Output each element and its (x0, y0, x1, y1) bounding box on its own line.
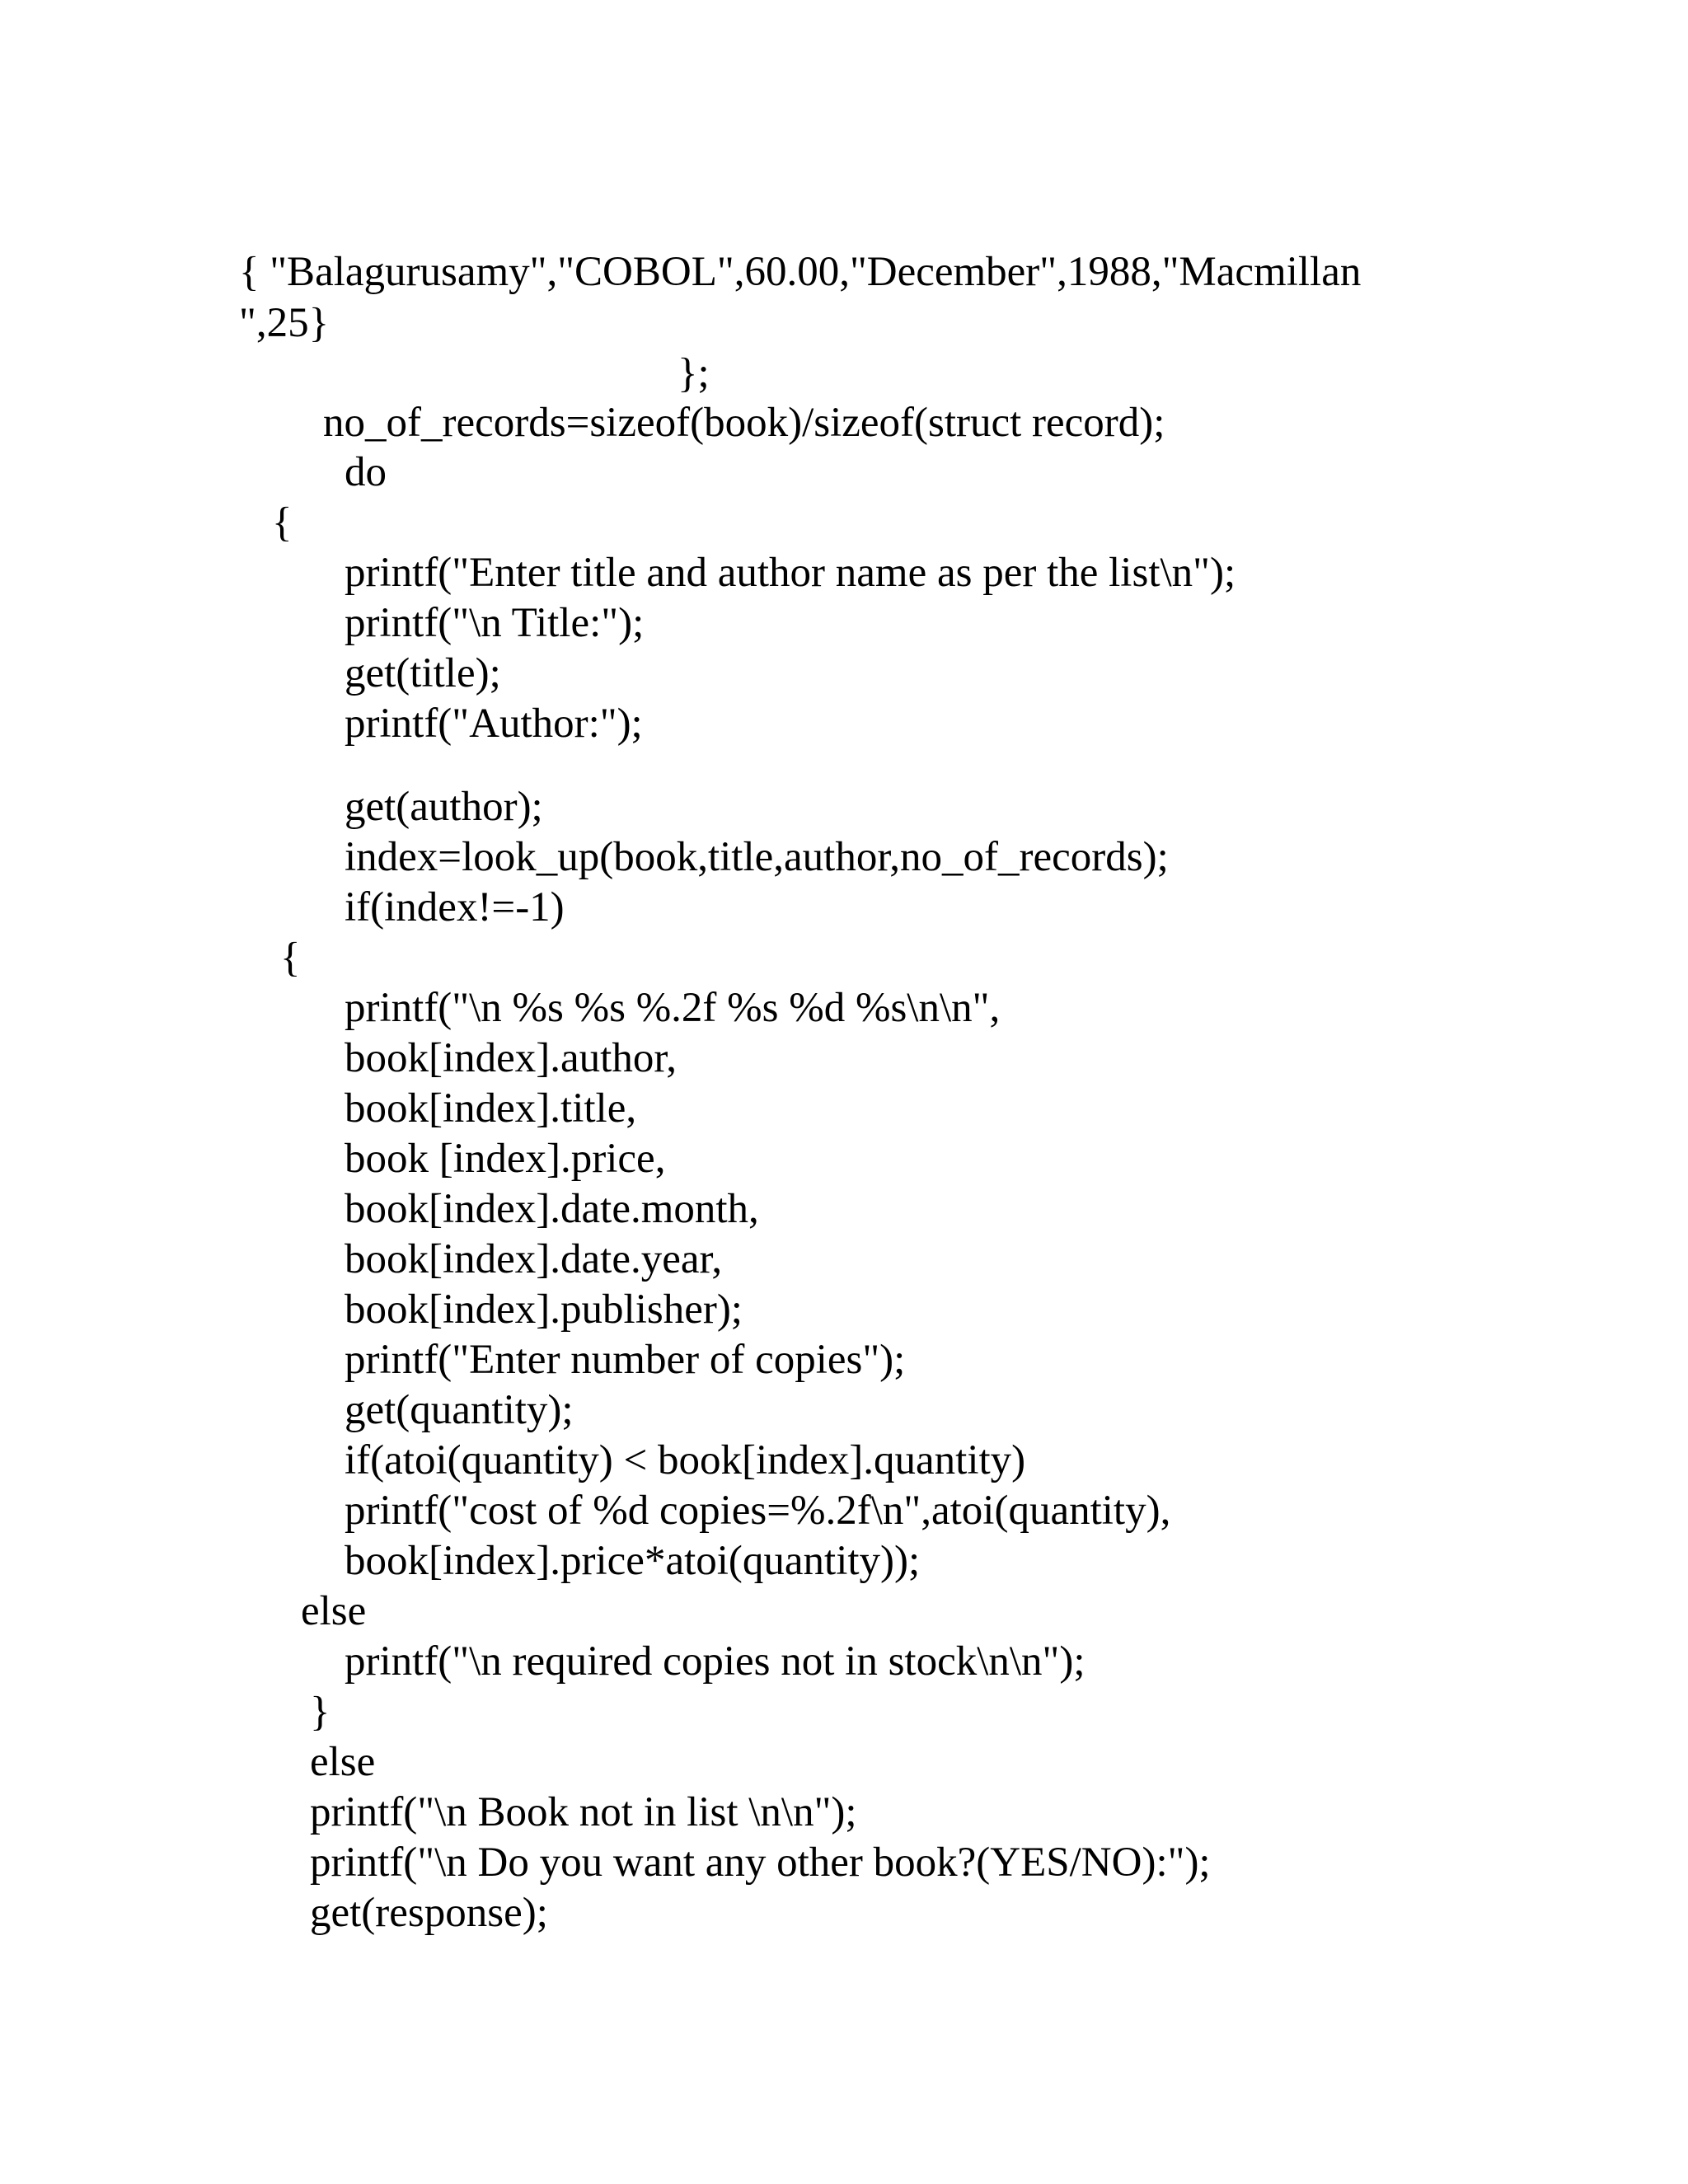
code-line-22: printf("Enter number of copies"); (345, 1337, 906, 1383)
code-line-23: get(quantity); (345, 1387, 574, 1433)
code-line-24: if(atoi(quantity) < book[index].quantity) (345, 1437, 1026, 1483)
code-line-13: if(index!=-1) (345, 884, 565, 930)
code-line-10: printf("Author:"); (345, 701, 643, 747)
code-line-14: { (280, 935, 301, 981)
code-line-4: no_of_records=sizeof(book)/sizeof(struct record); (323, 400, 1165, 446)
code-line-21: book[index].publisher); (345, 1286, 743, 1333)
code-line-33: get(response); (310, 1890, 548, 1936)
code-line-19: book[index].date.month, (345, 1186, 759, 1232)
code-line-27: else (301, 1588, 367, 1634)
code-line-7: printf("Enter title and author name as per the list\n"); (345, 550, 1236, 596)
code-line-9: get(title); (345, 650, 501, 696)
code-line-16: book[index].author, (345, 1035, 678, 1081)
code-line-28: printf("\n required copies not in stock\n\n"); (345, 1638, 1085, 1685)
code-line-26: book[index].price*atoi(quantity)); (345, 1538, 921, 1584)
code-line-29: } (310, 1689, 331, 1735)
code-line-8: printf("\n Title:"); (345, 600, 645, 646)
code-line-32: printf("\n Do you want any other book?(YES/NO):"); (310, 1840, 1211, 1886)
code-line-1: { "Balagurusamy","COBOL",60.00,"December",1988,"Macmillan (239, 249, 1362, 295)
code-line-11: get(author); (345, 784, 543, 830)
code-line-17: book[index].title, (345, 1085, 637, 1132)
code-line-30: else (310, 1739, 376, 1785)
code-line-31: printf("\n Book not in list \n\n"); (310, 1789, 857, 1835)
code-line-18: book [index].price, (345, 1136, 666, 1182)
code-line-12: index=look_up(book,title,author,no_of_records); (345, 834, 1169, 880)
code-line-5: do (345, 449, 387, 495)
code-line-3: }; (678, 350, 710, 396)
code-line-15: printf("\n %s %s %.2f %s %d %s\n\n", (345, 985, 1001, 1031)
code-line-2: ",25} (239, 300, 330, 346)
code-line-20: book[index].date.year, (345, 1236, 723, 1282)
code-line-25: printf("cost of %d copies=%.2f\n",atoi(quantity), (345, 1488, 1171, 1534)
code-line-6: { (272, 499, 293, 546)
